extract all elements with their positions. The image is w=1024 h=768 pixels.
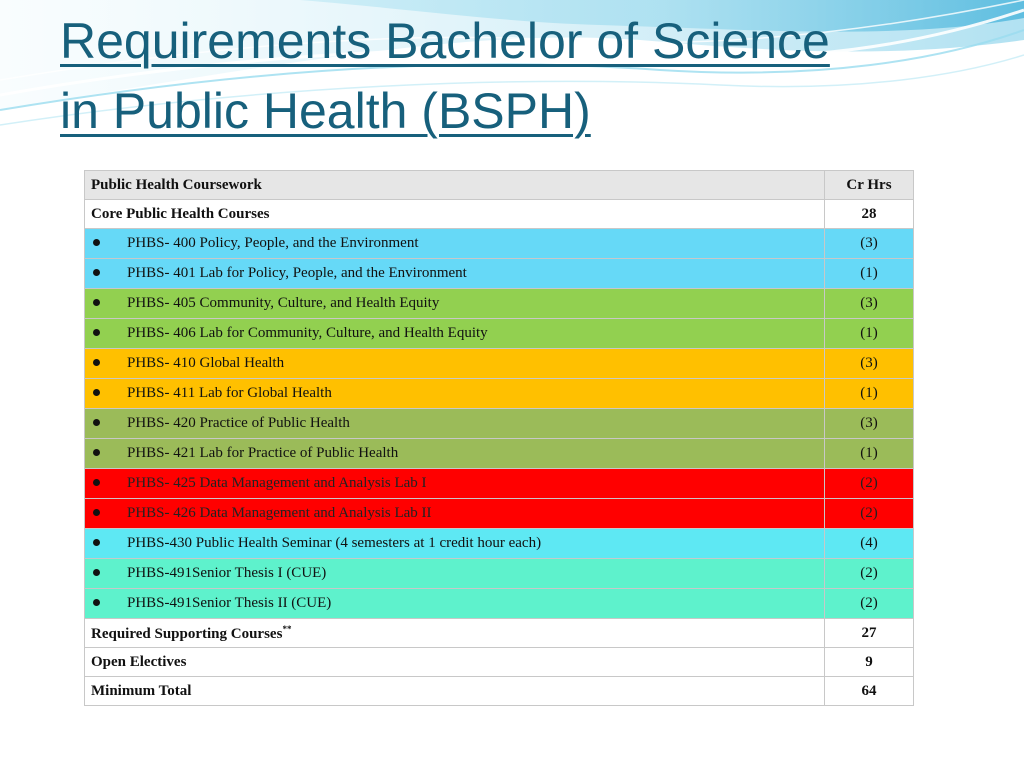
course-row — [85, 559, 914, 589]
course-row — [85, 319, 914, 349]
bullet-icon — [93, 599, 100, 606]
course-hours: (2) — [825, 589, 914, 619]
course-hours: (1) — [825, 259, 914, 289]
bullet-icon — [93, 419, 100, 426]
page-title — [60, 6, 980, 146]
footnote-marker: ** — [282, 623, 292, 634]
bullet-icon — [93, 299, 100, 306]
course-row — [85, 349, 914, 379]
electives-label: Open Electives — [91, 653, 187, 670]
course-hours: (1) — [825, 319, 914, 349]
course-name: PHBS- 420 Practice of Public Health — [127, 415, 350, 431]
course-name: PHBS- 400 Policy, People, and the Environment — [127, 235, 419, 251]
course-name: PHBS- 405 Community, Culture, and Health Equity — [127, 295, 440, 311]
bullet-icon — [93, 389, 100, 396]
course-hours: (3) — [825, 289, 914, 319]
supporting-label: Required Supporting Courses — [91, 625, 283, 642]
header-hours: Cr Hrs — [825, 171, 914, 200]
open-electives-row — [85, 648, 914, 677]
course-row — [85, 469, 914, 499]
course-name-cell — [85, 439, 825, 469]
course-row — [85, 409, 914, 439]
core-courses-label: Core Public Health Courses — [85, 200, 825, 229]
course-name: PHBS- 401 Lab for Policy, People, and the Environment — [127, 265, 467, 281]
course-name-cell — [85, 469, 825, 499]
course-name: PHBS-491Senior Thesis II (CUE) — [127, 595, 332, 611]
course-row — [85, 499, 914, 529]
bullet-icon — [93, 569, 100, 576]
course-hours: (3) — [825, 349, 914, 379]
course-name-cell — [85, 289, 825, 319]
course-name: PHBS-491Senior Thesis I (CUE) — [127, 565, 327, 581]
total-hours: 64 — [825, 677, 914, 706]
table-header-row — [85, 171, 914, 200]
course-name-cell — [85, 529, 825, 559]
electives-hours: 9 — [825, 648, 914, 677]
bullet-icon — [93, 539, 100, 546]
course-name-cell — [85, 259, 825, 289]
core-courses-hours: 28 — [825, 200, 914, 229]
supporting-label-cell — [85, 619, 825, 648]
course-hours: (1) — [825, 439, 914, 469]
course-name: PHBS- 421 Lab for Practice of Public Health — [127, 445, 399, 461]
core-courses-row — [85, 200, 914, 229]
bullet-icon — [93, 239, 100, 246]
course-row — [85, 289, 914, 319]
course-name-cell — [85, 559, 825, 589]
bullet-icon — [93, 329, 100, 336]
course-hours: (1) — [825, 379, 914, 409]
course-name: PHBS- 411 Lab for Global Health — [127, 385, 332, 401]
bullet-icon — [93, 509, 100, 516]
course-name-cell — [85, 319, 825, 349]
course-hours: (3) — [825, 409, 914, 439]
course-name-cell — [85, 379, 825, 409]
bullet-icon — [93, 449, 100, 456]
course-hours: (2) — [825, 559, 914, 589]
bullet-icon — [93, 359, 100, 366]
course-row — [85, 379, 914, 409]
course-name-cell — [85, 499, 825, 529]
bullet-icon — [93, 269, 100, 276]
course-row — [85, 439, 914, 469]
course-hours: (2) — [825, 499, 914, 529]
title-line-1: Requirements Bachelor of Science — [60, 13, 830, 69]
course-name: PHBS- 425 Data Management and Analysis Lab I — [127, 475, 427, 491]
header-course: Public Health Coursework — [85, 171, 825, 200]
bullet-icon — [93, 479, 100, 486]
course-name-cell — [85, 409, 825, 439]
course-hours: (4) — [825, 529, 914, 559]
title-line-2: in Public Health (BSPH) — [60, 83, 591, 139]
electives-label-cell — [85, 648, 825, 677]
course-row — [85, 589, 914, 619]
supporting-hours: 27 — [825, 619, 914, 648]
total-label: Minimum Total — [91, 682, 192, 699]
course-row — [85, 259, 914, 289]
course-row — [85, 229, 914, 259]
course-name-cell — [85, 349, 825, 379]
course-name: PHBS- 406 Lab for Community, Culture, and Health Equity — [127, 325, 488, 341]
supporting-courses-row — [85, 619, 914, 648]
course-name-cell — [85, 229, 825, 259]
course-name: PHBS- 410 Global Health — [127, 355, 285, 371]
course-name: PHBS- 426 Data Management and Analysis Lab II — [127, 505, 432, 521]
course-row — [85, 529, 914, 559]
minimum-total-row — [85, 677, 914, 706]
course-hours: (3) — [825, 229, 914, 259]
course-hours: (2) — [825, 469, 914, 499]
course-name: PHBS-430 Public Health Seminar (4 semesters at 1 credit hour each) — [127, 535, 542, 551]
course-name-cell — [85, 589, 825, 619]
total-label-cell — [85, 677, 825, 706]
requirements-table — [84, 170, 914, 706]
